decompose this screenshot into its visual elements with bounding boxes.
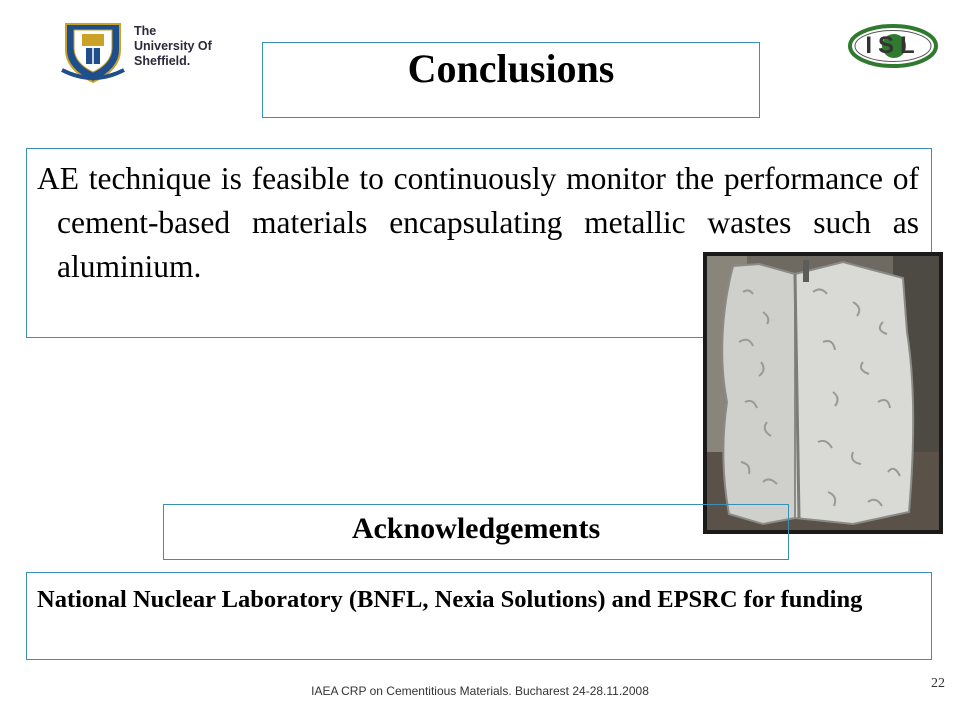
title-box bbox=[262, 42, 760, 118]
isl-logo bbox=[848, 22, 938, 70]
conclusion-text: AE technique is feasible to continuously monitor the performance of cement-based materials encapsulating metallic wastes such as aluminium. bbox=[37, 161, 919, 284]
cement-specimen-image bbox=[703, 252, 943, 534]
page-number: 22 bbox=[931, 676, 945, 691]
university-crest-icon bbox=[60, 20, 126, 84]
acknowledgements-title: Acknowledgements bbox=[351, 512, 601, 545]
acknowledgements-box bbox=[163, 504, 789, 560]
footer-conference: IAEA CRP on Cementitious Materials. Bucharest 24-28.11.2008 bbox=[311, 684, 649, 698]
cement-specimen-photo bbox=[703, 252, 943, 534]
university-logo bbox=[60, 20, 230, 90]
isl-letters: ISL bbox=[865, 32, 921, 59]
university-name: The University Of Sheffield. bbox=[134, 24, 212, 68]
acknowledgements-text: National Nuclear Laboratory (BNFL, Nexia Solutions) and EPSRC for funding bbox=[37, 586, 863, 613]
slide-title: Conclusions bbox=[407, 46, 615, 91]
isl-logo-text bbox=[848, 32, 938, 60]
funding-box bbox=[26, 572, 932, 660]
